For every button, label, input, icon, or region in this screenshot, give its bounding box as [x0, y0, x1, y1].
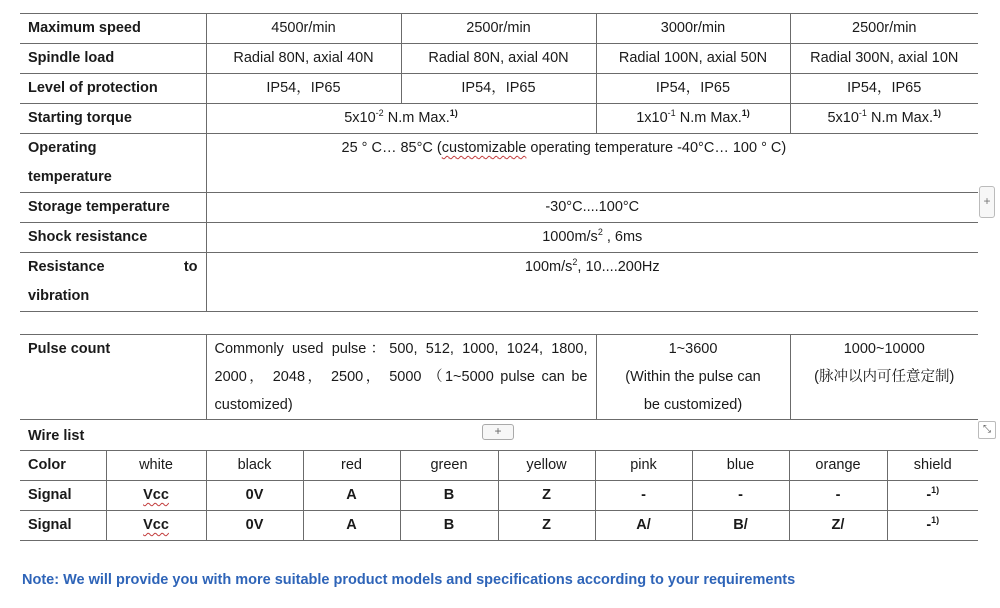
operating-temperature-value: [206, 134, 978, 193]
torque-base: 1x10: [636, 110, 668, 126]
signal-value: B: [400, 511, 498, 541]
max-speed-value: 4500r/min: [206, 14, 401, 44]
signal-value: [887, 481, 978, 511]
row-storage-temperature: [20, 193, 978, 223]
wire-color: orange: [789, 451, 887, 481]
storage-temperature-value: -30°C....100°C: [545, 199, 640, 215]
wire-color: white: [106, 451, 206, 481]
shock-base: 1000m/s: [542, 229, 598, 245]
spindle-load-label: Spindle load: [20, 44, 206, 74]
row-vibration: [20, 253, 978, 312]
torque-base: 5x10: [827, 110, 859, 126]
starting-torque-value: [206, 104, 596, 134]
temp-text: operating temperature -40°C… 100 ° C): [526, 140, 787, 156]
max-speed-value: 2500r/min: [852, 20, 917, 36]
signal-label: Signal: [20, 481, 106, 511]
label-line: Operating: [28, 140, 97, 156]
wire-color: yellow: [498, 451, 595, 481]
shock-rest: , 6ms: [602, 229, 643, 245]
signal-value: -: [789, 481, 887, 511]
label-word: Resistance: [28, 259, 105, 275]
pulse-line: (脉冲以内可任意定制): [814, 369, 955, 385]
torque-unit: N.m Max.: [866, 110, 933, 126]
add-row-button[interactable]: +: [482, 424, 514, 440]
row-protection: [20, 74, 978, 104]
pulse-line: customized): [214, 397, 293, 413]
pulse-line: 2000， 2048， 2500， 5000 （1~5000 pulse can be: [214, 369, 588, 385]
shield-value: -: [926, 487, 932, 503]
signal-value: A: [303, 481, 400, 511]
row-starting-torque: [20, 104, 978, 134]
torque-exponent: -1: [858, 108, 867, 119]
row-signal-1: [20, 481, 978, 511]
footnote-marker: 1): [741, 108, 750, 119]
vibration-exponent: 2: [572, 257, 578, 268]
protection-label: Level of protection: [20, 74, 206, 104]
row-pulse-count: [20, 335, 978, 420]
row-shock-resistance: [20, 223, 978, 253]
pulse-line: 1~3600: [668, 341, 718, 357]
starting-torque-value: [596, 104, 790, 134]
wire-color: pink: [595, 451, 692, 481]
footnote-marker: 1): [931, 485, 940, 496]
signal-label: Signal: [20, 511, 106, 541]
operating-temperature-label: [20, 134, 206, 193]
spindle-load-value: Radial 80N, axial 40N: [206, 44, 401, 74]
signal-value: 0V: [206, 481, 303, 511]
footnote-marker: 1): [931, 515, 940, 526]
wire-color: red: [303, 451, 400, 481]
signal-value: [106, 481, 206, 511]
torque-exponent: -2: [375, 108, 384, 119]
spindle-load-value: Radial 80N, axial 40N: [401, 44, 596, 74]
vibration-base: 100m/s: [524, 259, 573, 275]
temp-text: 25 ° C… 85°C (: [341, 140, 442, 156]
footnote-marker: 1): [449, 108, 458, 119]
pulse-count-standard: [206, 335, 596, 420]
torque-unit: N.m Max.: [675, 110, 742, 126]
label-word: vibration: [28, 288, 90, 304]
max-speed-value: 3000r/min: [596, 14, 790, 44]
spellcheck-word: Vcc: [143, 487, 169, 503]
shock-resistance-label: Shock resistance: [20, 223, 206, 253]
color-label: Color: [20, 451, 106, 481]
signal-value: [106, 511, 206, 541]
storage-temperature-label: Storage temperature: [20, 193, 206, 223]
pulse-count-range-1: [596, 335, 790, 420]
pulse-line: Commonly used pulse：500, 512, 1000, 1024, 1800,: [214, 341, 588, 357]
signal-value: B/: [692, 511, 789, 541]
vibration-rest: , 10....200Hz: [577, 259, 660, 275]
wire-color: green: [400, 451, 498, 481]
pulse-line: 1000~10000: [843, 341, 925, 357]
signal-value: -: [692, 481, 789, 511]
wire-color: blue: [692, 451, 789, 481]
torque-unit: N.m Max.: [383, 110, 450, 126]
torque-exponent: -1: [667, 108, 676, 119]
signal-value: A/: [595, 511, 692, 541]
vibration-label: [20, 253, 206, 312]
protection-value: IP54，IP65: [401, 74, 596, 104]
row-max-speed: [20, 14, 978, 44]
wire-color: black: [206, 451, 303, 481]
requirements-note: Note: We will provide you with more suitable product models and specifications according to your requirements: [22, 572, 796, 588]
pulse-line: (Within the pulse can: [625, 369, 761, 385]
resize-icon[interactable]: ⤡: [978, 421, 996, 439]
max-speed-label: Maximum speed: [20, 14, 206, 44]
spec-table: [20, 13, 978, 312]
signal-value: [887, 511, 978, 541]
shield-value: -: [926, 517, 932, 533]
wire-color: shield: [913, 457, 952, 473]
signal-value: 0V: [206, 511, 303, 541]
row-signal-2: [20, 511, 978, 541]
spellcheck-word: Vcc: [143, 517, 169, 533]
signal-value: Z: [498, 511, 595, 541]
pulse-table: [20, 334, 978, 420]
signal-value: Z: [498, 481, 595, 511]
starting-torque-label: Starting torque: [20, 104, 206, 134]
signal-value: B: [400, 481, 498, 511]
spellcheck-word: customizable: [441, 140, 527, 156]
signal-value: Z/: [789, 511, 887, 541]
vibration-value: [206, 253, 978, 312]
footnote-marker: 1): [933, 108, 942, 119]
spindle-load-value: Radial 100N, axial 50N: [596, 44, 790, 74]
pulse-count-label: Pulse count: [20, 335, 206, 420]
protection-value: IP54，IP65: [596, 74, 790, 104]
shock-resistance-value: [206, 223, 978, 253]
pulse-count-range-2: [790, 335, 978, 420]
protection-value: IP54，IP65: [847, 80, 922, 96]
wire-table: [20, 450, 978, 541]
row-spindle-load: [20, 44, 978, 74]
shock-exponent: 2: [597, 227, 603, 238]
torque-base: 5x10: [344, 110, 376, 126]
protection-value: IP54，IP65: [206, 74, 401, 104]
signal-value: A: [303, 511, 400, 541]
starting-torque-value: [790, 104, 978, 134]
label-word: to: [183, 259, 198, 275]
row-color: [20, 451, 978, 481]
label-line: temperature: [28, 169, 112, 185]
spindle-load-value: Radial 300N, axial 10N: [810, 50, 959, 66]
wire-list-title: Wire list: [28, 428, 85, 444]
pulse-line: be customized): [643, 397, 743, 413]
add-column-button[interactable]: +: [979, 186, 995, 218]
row-operating-temperature: [20, 134, 978, 193]
signal-value: -: [595, 481, 692, 511]
max-speed-value: 2500r/min: [401, 14, 596, 44]
